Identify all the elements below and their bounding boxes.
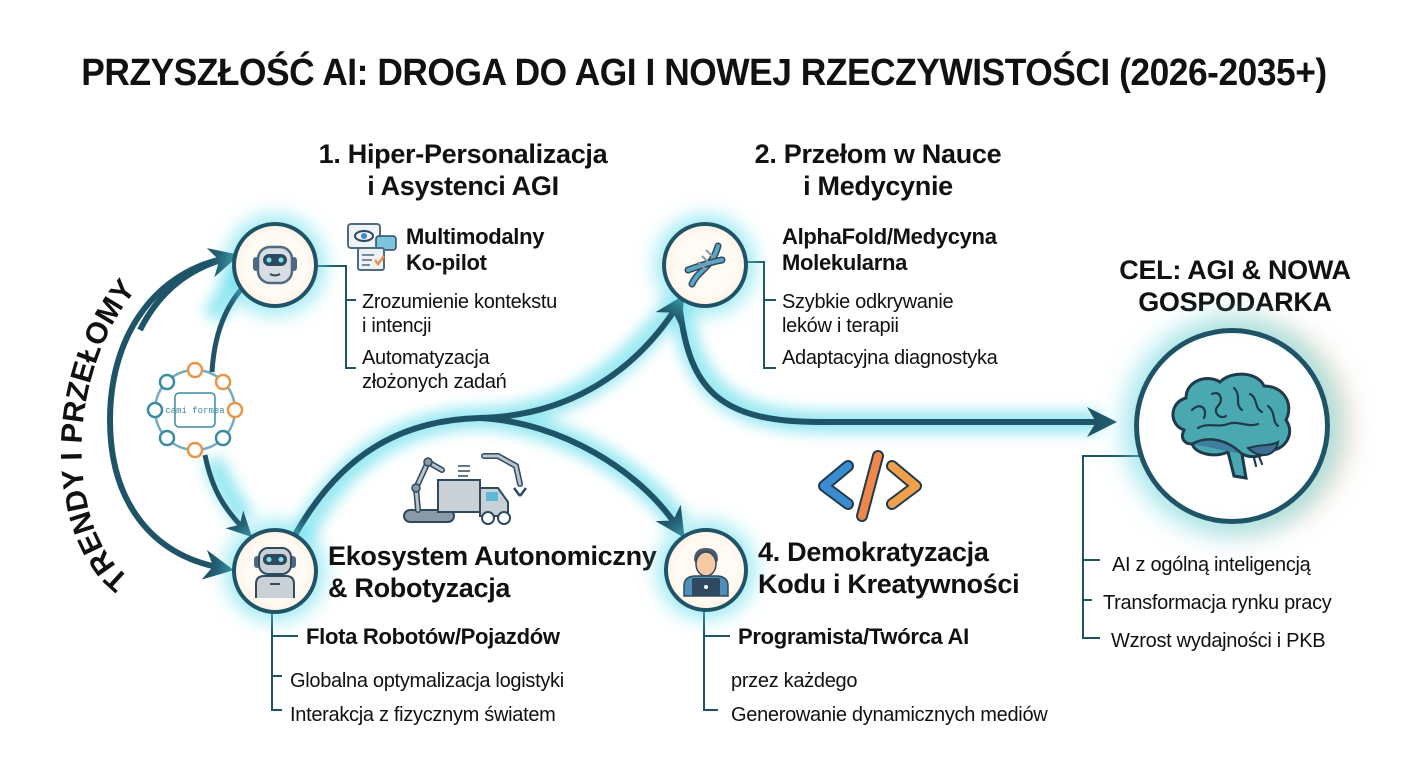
section-2-node[interactable]: [662, 222, 748, 308]
heading-line: Ekosystem Autonomiczny: [328, 541, 657, 571]
subtitle-line: AlphaFold/Medycyna: [782, 224, 997, 249]
heading-line: i Medycynie: [803, 171, 953, 201]
section-4-heading: [758, 536, 1019, 600]
svg-text:TRENDY I PRZEŁOMY: [56, 274, 142, 598]
list-item: Zrozumienie kontekstu: [362, 291, 557, 313]
list-item: Adaptacyjna diagnostyka: [782, 347, 998, 369]
section-1-items: [362, 290, 557, 394]
heading-line: i Asystenci AGI: [367, 171, 559, 201]
list-item: i intencji: [362, 315, 432, 337]
section-4-node[interactable]: [664, 528, 748, 612]
list-item: leków i terapii: [782, 315, 899, 337]
code-brackets-icon: [812, 450, 932, 522]
side-label: TRENDY I PRZEŁOMY: [55, 273, 142, 598]
svg-text:cami formea: cami formea: [165, 406, 225, 416]
list-item: Generowanie dynamicznych mediów: [731, 704, 1048, 726]
section-1-node[interactable]: [232, 222, 318, 308]
section-3-node[interactable]: [232, 528, 318, 614]
neural-network-ring-icon: [140, 355, 250, 465]
list-item: Automatyzacja: [362, 347, 490, 369]
goal-items: [1103, 546, 1332, 660]
developer-laptop-icon: [680, 544, 732, 596]
list-item: Transformacja rynku pracy: [1103, 592, 1332, 614]
heading-line: CEL: AGI & NOWA: [1119, 255, 1351, 285]
list-item: Wzrost wydajności i PKB: [1111, 630, 1326, 652]
robot-head-icon: [249, 239, 301, 291]
section-1-heading: [298, 138, 628, 202]
subtitle-line: Multimodalny: [406, 224, 545, 249]
list-item: Szybkie odkrywanie: [782, 291, 954, 313]
list-item: Globalna optymalizacja logistyki: [290, 670, 564, 692]
section-4-subtitle: Programista/Twórca AI: [738, 624, 969, 649]
multimodal-doc-icon: [346, 222, 402, 272]
dna-icon: [680, 240, 730, 290]
page-title: PRZYSZŁOŚĆ AI: DROGA DO AGI I NOWEJ RZECZYWISTOŚCI (2026-2035+): [81, 52, 1327, 94]
list-item: przez każdego: [731, 670, 858, 692]
center-hub: [140, 355, 250, 465]
list-item: Interakcja z fizycznym światem: [290, 704, 556, 726]
heading-line: & Robotyzacja: [328, 573, 511, 603]
list-item: złożonych zadań: [362, 371, 507, 393]
heading-line: 1. Hiper-Personalizacja: [318, 139, 608, 169]
heading-line: GOSPODARKA: [1138, 287, 1332, 317]
goal-node[interactable]: [1134, 328, 1330, 524]
robot-icon: [248, 544, 302, 598]
list-item: AI z ogólną inteligencją: [1112, 554, 1311, 576]
section-2-heading: [728, 138, 1028, 202]
goal-heading: [1090, 254, 1380, 318]
section-2-subtitle: [782, 224, 997, 276]
section-3-items: [290, 664, 564, 732]
section-3-subtitle: Flota Robotów/Pojazdów: [306, 624, 560, 649]
heading-line: Kodu i Kreatywności: [758, 569, 1020, 599]
brain-icon: [1162, 366, 1302, 486]
section-1-subtitle: [406, 224, 544, 276]
section-2-items: [782, 290, 997, 370]
section-4-items: [731, 664, 1047, 732]
robot-arms-truck-icon: [398, 448, 533, 528]
subtitle-line: Molekularna: [782, 250, 908, 275]
heading-line: 2. Przełom w Nauce: [754, 139, 1002, 169]
heading-line: 4. Demokratyzacja: [758, 537, 989, 567]
section-3-heading: [328, 540, 656, 604]
subtitle-line: Ko-pilot: [406, 250, 487, 275]
